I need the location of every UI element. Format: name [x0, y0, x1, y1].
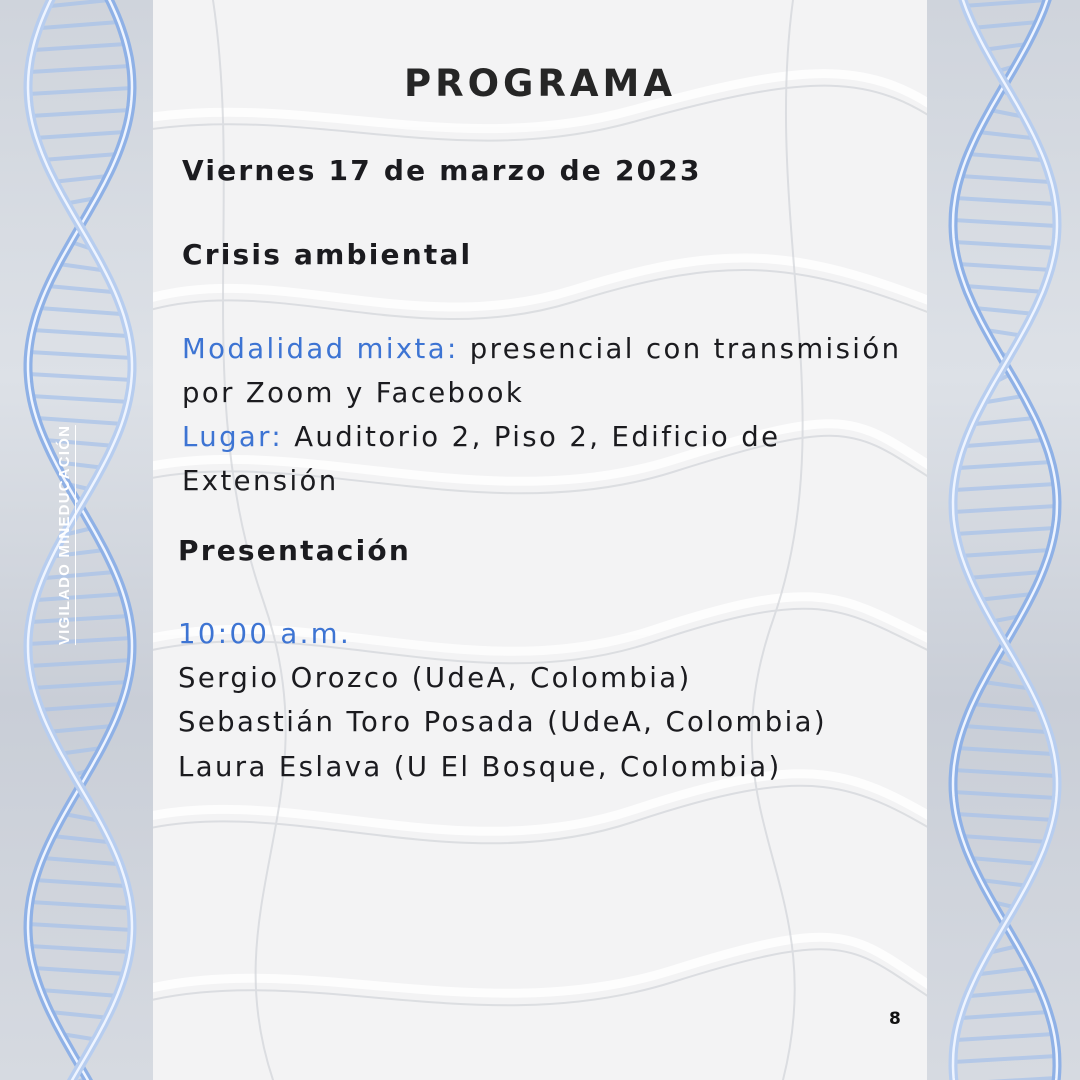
- right-dna-border: [927, 0, 1080, 1080]
- event-date: Viernes 17 de marzo de 2023: [182, 154, 702, 187]
- place-label: Lugar:: [182, 421, 284, 453]
- modality-value: presencial con transmisión por Zoom y Facebook: [182, 333, 902, 409]
- speaker-item: Sergio Orozco (UdeA, Colombia): [178, 662, 692, 694]
- dna-helix-decoration: [0, 0, 153, 1080]
- modality-label: Modalidad mixta:: [182, 333, 459, 365]
- event-topic: Crisis ambiental: [182, 238, 473, 271]
- speaker-item: Laura Eslava (U El Bosque, Colombia): [178, 751, 782, 783]
- dna-helix-decoration: [927, 0, 1080, 1080]
- session-time: 10:00 a.m.: [178, 618, 352, 650]
- program-panel: [153, 0, 927, 1080]
- session-title: Presentación: [178, 534, 411, 567]
- speaker-item: Sebastián Toro Posada (UdeA, Colombia): [178, 706, 828, 738]
- page-number: 8: [889, 1009, 901, 1029]
- page-title: PROGRAMA: [403, 62, 676, 105]
- vigilado-mineducacion-label: VIGILADO MINEDUCACIÓN: [56, 425, 76, 645]
- left-dna-border: [0, 0, 153, 1080]
- event-details: [182, 327, 902, 503]
- place-value: Auditorio 2, Piso 2, Edificio de Extensión: [182, 421, 781, 497]
